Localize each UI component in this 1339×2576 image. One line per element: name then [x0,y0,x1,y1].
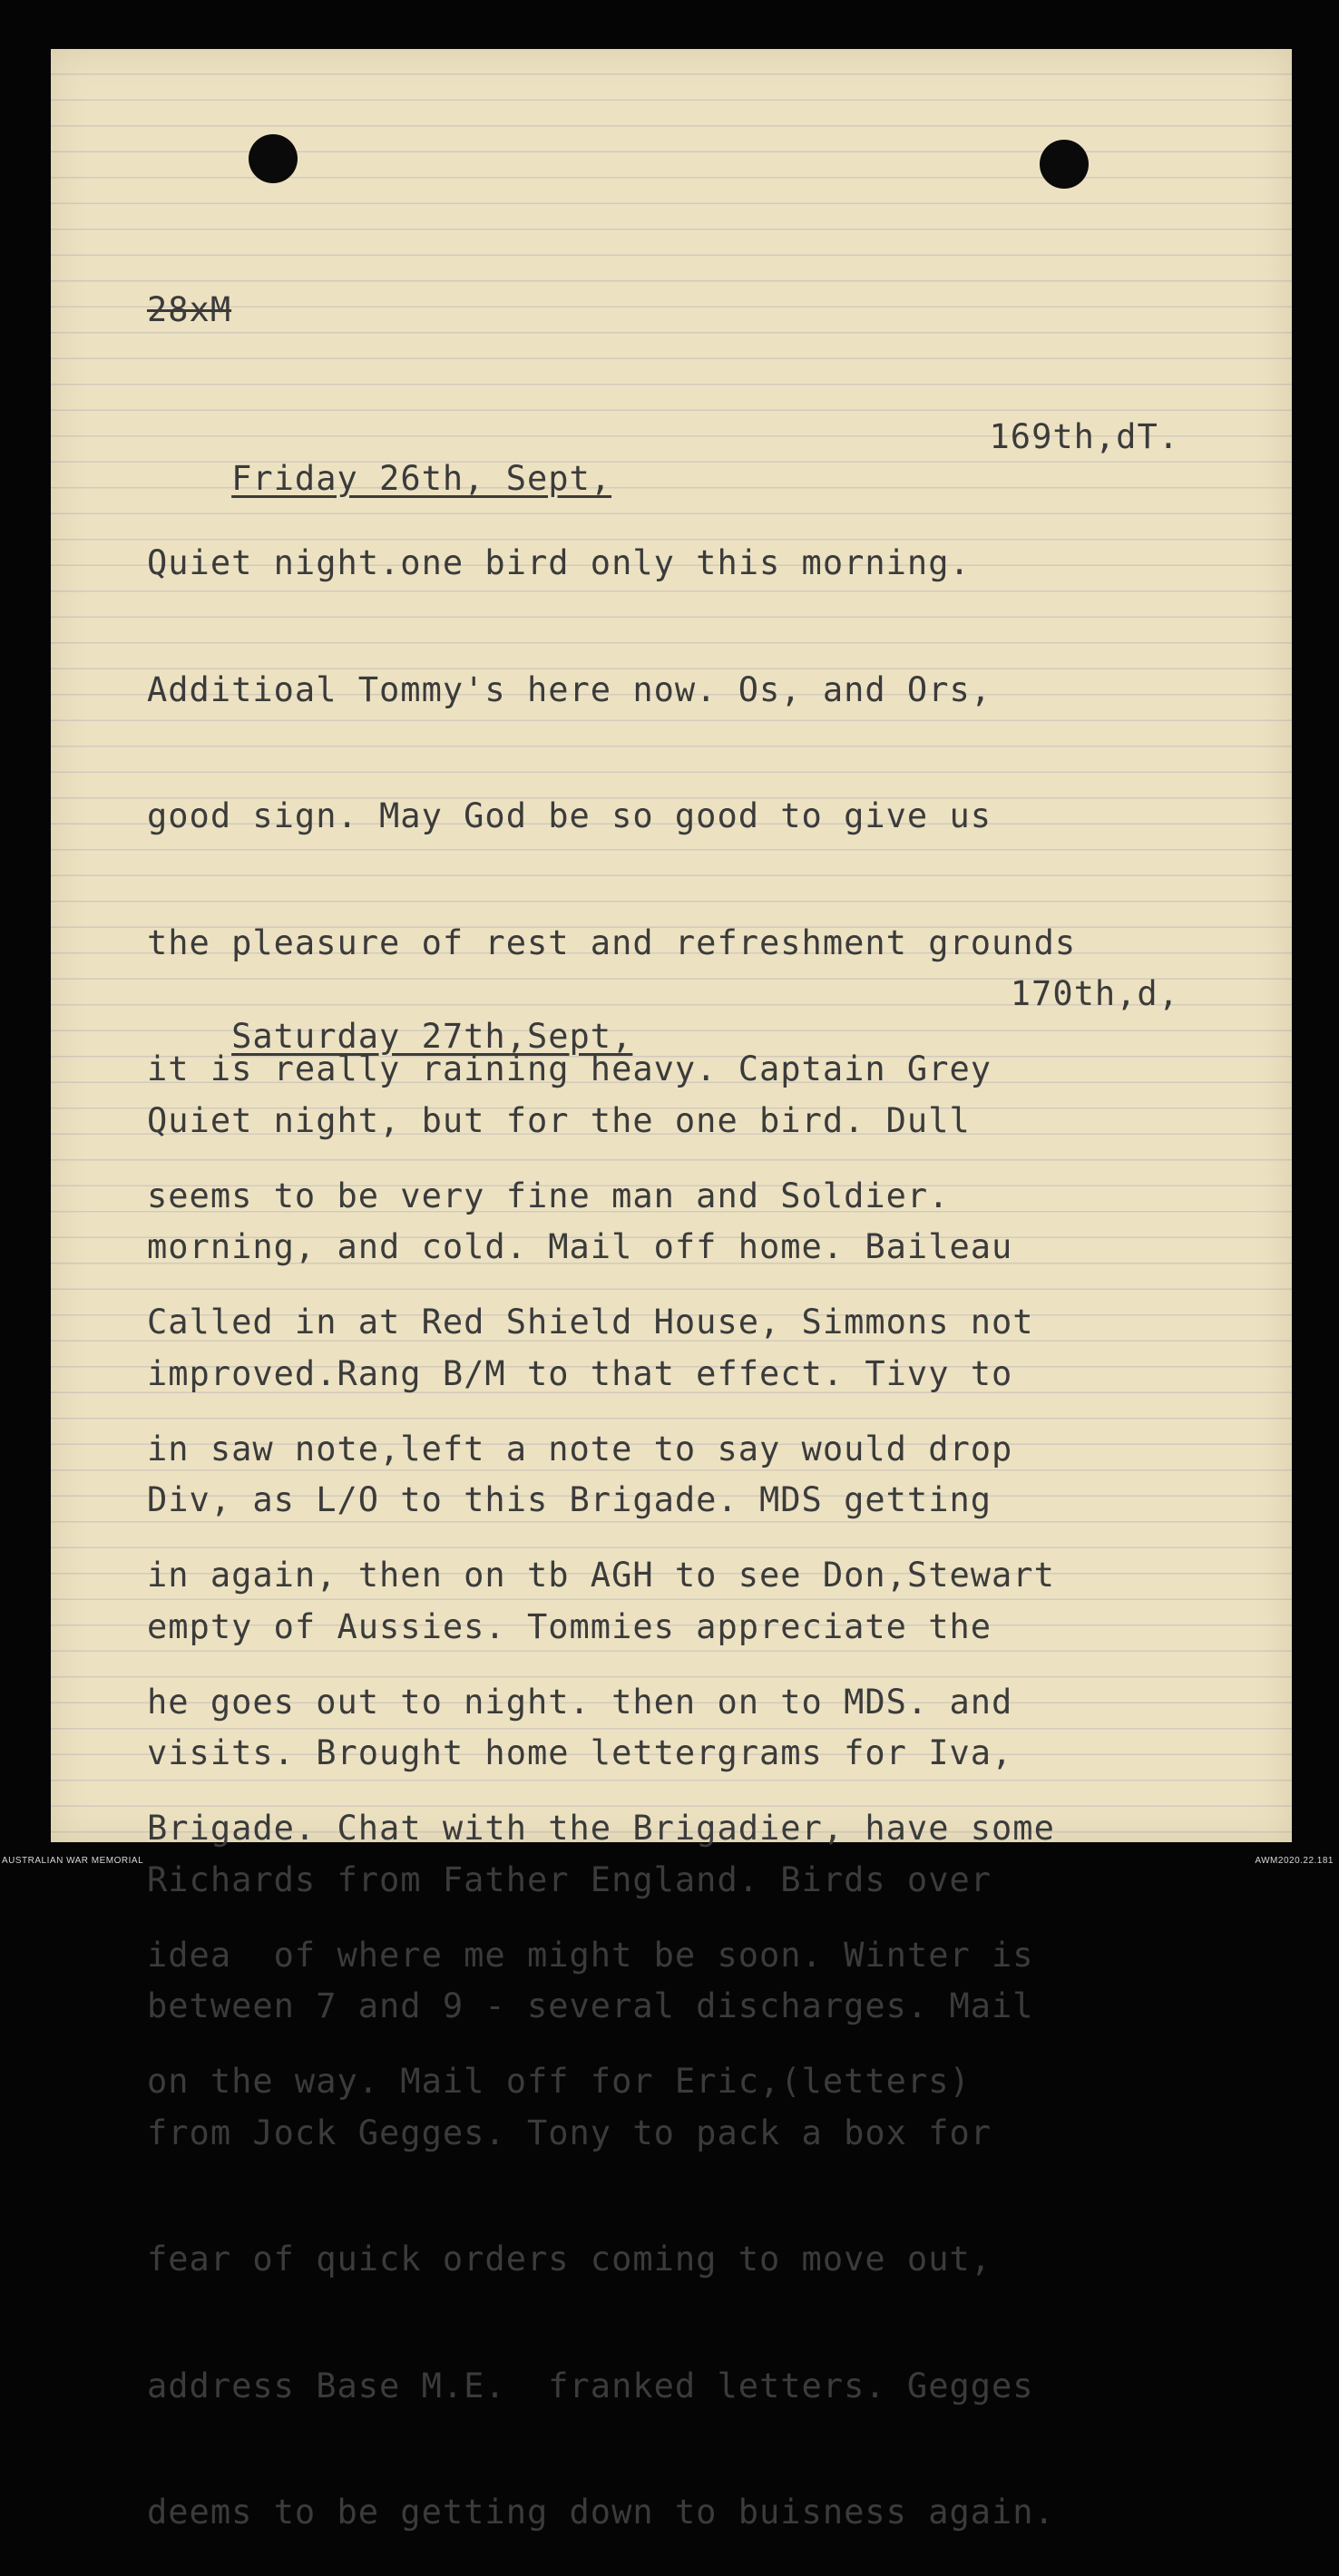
archive-reference: AWM2020.22.181 [1255,1856,1334,1866]
archive-credit: AUSTRALIAN WAR MEMORIAL [2,1856,144,1866]
entry-line: good sign. May God be so good to give us [147,796,992,835]
entry-line: deems to be getting down to buisness again. [147,2493,1055,2532]
entry-line: Called in at Red Shield House, Simmons not [147,1303,1034,1342]
entry-day-code: 169th,dT. [989,416,1179,456]
entry-line: Richards from Father England. Birds over [147,1859,992,1899]
entry-line: from Jock Gegges. Tony to pack a box for [147,2113,992,2152]
punch-hole-left [249,134,298,183]
entry-date: Saturday 27th,Sept, [231,1016,633,1056]
entry-line: on the way. Mail off for Eric,(letters) [147,2062,971,2101]
punch-hole-right [1040,140,1089,189]
entry-line: visits. Brought home lettergrams for Iva, [147,1733,1013,1772]
entry-date: Friday 26th, Sept, [231,459,612,498]
entry-line: he goes out to night. then on to MDS. and [147,1682,1013,1722]
entry-line: between 7 and 9 - several discharges. Mail [147,1986,1034,2025]
entry-line: Additioal Tommy's here now. Os, and Ors, [147,669,992,709]
entry-line: in again, then on tb AGH to see Don,Stewart [147,1556,1055,1595]
entry-line: idea of where me might be soon. Winter is [147,1935,1034,1975]
entry-day-code: 170th,d, [1010,974,1179,1013]
entry-line: seems to be very fine man and Soldier. [147,1176,950,1215]
entry-line: it is really raining heavy. Captain Grey [147,1049,992,1088]
entry-line: in saw note,left a note to say would drop [147,1429,1013,1469]
entry-line: empty of Aussies. Tommies appreciate the [147,1606,992,1646]
entry-line: Quiet night.one bird only this morning. [147,543,971,582]
entry-line: Brigade. Chat with the Brigadier, have some [147,1809,1055,1848]
entry-line: Quiet night, but for the one bird. Dull [147,1100,971,1140]
entry-line: address Base M.E. franked letters. Gegges [147,2366,1034,2405]
entry-line: the pleasure of rest and refreshment grounds [147,922,1077,962]
entry-line: improved.Rang B/M to that effect. Tivy to [147,1353,1013,1393]
overstruck-text: 28xM [147,290,232,329]
entry-saturday [147,889,1236,2576]
entry-line: Div, as L/O to this Brigade. MDS getting [147,1480,992,1519]
entry-line: morning, and cold. Mail off home. Baileau [147,1227,1013,1266]
entry-line: fear of quick orders coming to move out, [147,2239,992,2278]
